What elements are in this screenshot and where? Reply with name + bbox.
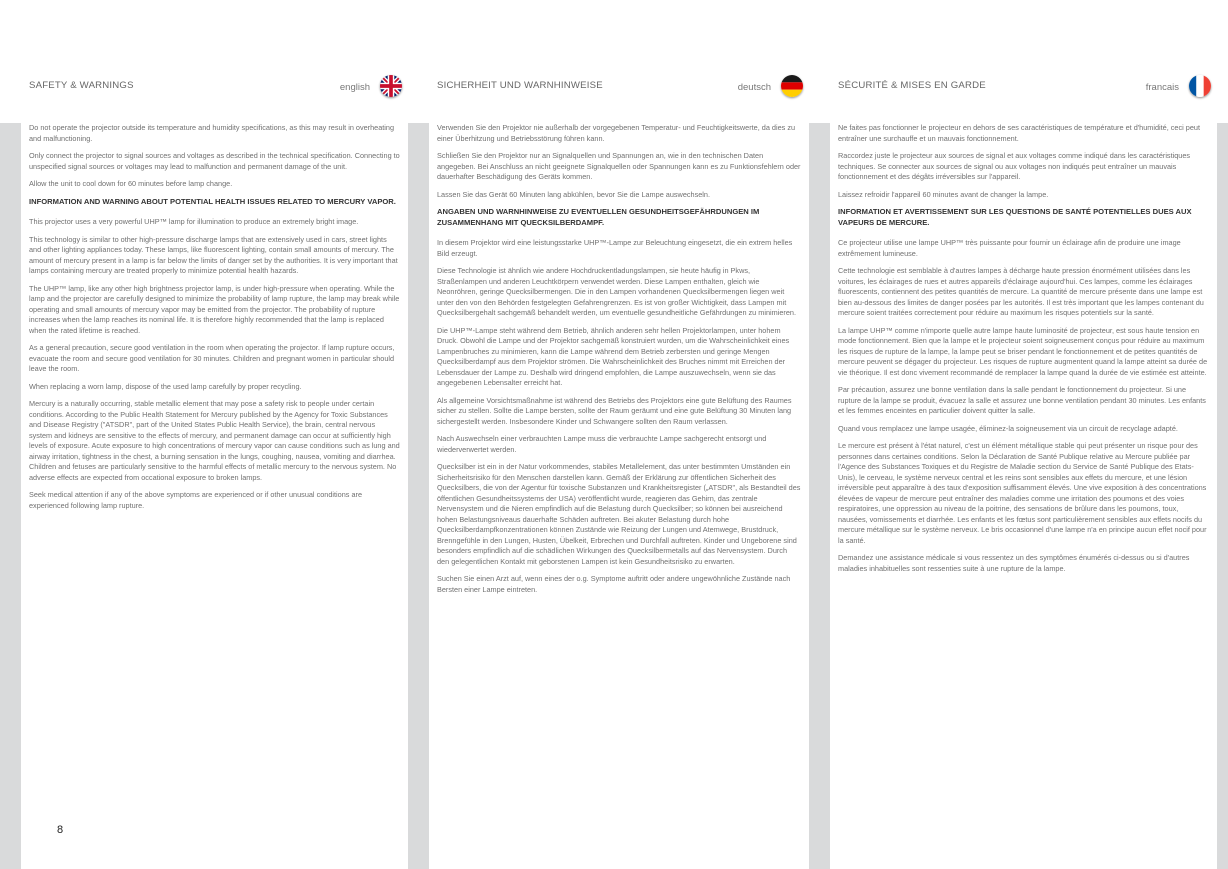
paragraph: When replacing a worn lamp, dispose of the used lamp carefully by proper recycling. [29, 381, 302, 391]
paragraph: Le mercure est présent à l'état naturel, c'est un élément métallique stable qui peut présenter un risque pour des personnes dans certaines conditions. Selon la Déclaration de Santé Publique relative au Mercure publiée par l'Agence des Substances Toxiques et du Registre de Maladie section du Service de Santé Publique des Etats-Unis), le cerveau, le système nerveux central et les reins sont sensibles aux effets du mercure, et une lésion irréversible peut apparaître à des taux d'exposition suffisamment élevés. Une vive exposition à des concentrations élevées de vapeur de mercure peut entraîner des maladies comme une irritation des poumons et des voies respiratoires, une oppression au niveau de la poitrine, des sensations de brûlure dans les poumons, toux, nausées, vomissements et diarrhée. Les enfants et les fœtus sont particulièrement sensibles aux effets nocifs du mercure métallique sur le système nerveux. Le bris occasionnel d'une lampe n'a en principe aucun effet nocif pour la santé. [838, 441, 1207, 545]
germany-flag-icon [781, 75, 803, 97]
paragraph: Als allgemeine Vorsichtsmaßnahme ist während des Betriebs des Projektors eine gute Belüftung des Raumes sicher zu stellen. Sollte die Lampe bersten, sollte der Raum geräumt und eine gute Belüftung 30 Minuten lang sichergestellt werden. Insbesondere Kinder und Schwangere sollten den Raum verlassen. [437, 395, 792, 426]
column-francais [830, 0, 1217, 869]
column-header [429, 70, 809, 104]
paragraph: Quand vous remplacez une lampe usagée, éliminez-la soigneusement via un circuit de recyclage adapté. [838, 423, 1178, 433]
paragraph: Ne faites pas fonctionner le projecteur en dehors de ses caractéristiques de température et d'humidité, ceci peut entraîner une surchauffe et un mauvais fonctionnement. [838, 123, 1200, 143]
paragraph: Suchen Sie einen Arzt auf, wenn eines der o.g. Symptome auftritt oder andere ungewöhnliche Zustände nach Bersten einer Lampe eintreten. [437, 574, 791, 594]
section-heading: INFORMATION ET AVERTISSEMENT SUR LES QUESTIONS DE SANTÉ POTENTIELLES DUES AUX VAPEURS DE MERCURE. [838, 207, 1192, 227]
paragraph: Ce projecteur utilise une lampe UHP™ très puissante pour fournir un éclairage afin de produire une image extrêmement lumineuse. [838, 238, 1181, 258]
section-title: SICHERHEIT UND WARNHINWEISE [437, 80, 603, 91]
paragraph: Die UHP™-Lampe steht während dem Betrieb, ähnlich anderen sehr hellen Projektorlampen, unter hohem Druck. Obwohl die Lampe und der Projektor sachgemäß konstruiert wurden, um die Wahrscheinlichkeit eines Lampenbruches zu minimieren, kann die Lampe während dem Betrieb zerbersten und geringe Mengen Quecksilberdampf aus dem Projektor strömen. Die Wahrscheinlichkeit des Bruches nimmt mit Erreichen der Lebensdauer der Lampe zu. Deshalb wird dringend empfohlen, die Lampe auszuwechseln, wenn sie das angegebenen Lebensalter erreicht hat. [437, 325, 790, 387]
paragraph: In diesem Projektor wird eine leistungsstarke UHP™-Lampe zur Beleuchtung eingesetzt, die ein extrem helles Bild erzeugt. [437, 238, 793, 258]
column-deutsch [429, 0, 809, 869]
paragraph: Laissez refroidir l'appareil 60 minutes avant de changer la lampe. [838, 189, 1049, 199]
section-heading: INFORMATION AND WARNING ABOUT POTENTIAL HEALTH ISSUES RELATED TO MERCURY VAPOR. [29, 196, 396, 206]
grey-margin-right [1217, 123, 1228, 869]
section-heading: ANGABEN UND WARNHINWEISE ZU EVENTUELLEN GESUNDHEITSGEFÄHRDUNGEN IM ZUSAMMENHANG MIT QUECKSILBERDAMPF. [437, 207, 760, 227]
paragraph: Cette technologie est semblable à d'autres lampes à décharge haute pression énormément utilisées dans les voitures, les éclairages de rues et autres appareils d'éclairage aujourd'hui. Ces lampes, comme les éclairages fluorescents, contiennent des petites quantités de mercure. La quantité de mercure présente dans une lampe est bien au-dessous des limites de danger posées par les autorités. Il est très important que les lampes contenant du mercure soient traitées correctement pour réduire au maximum les risques potentiels sur la santé. [838, 266, 1204, 317]
paragraph: The UHP™ lamp, like any other high brightness projector lamp, is under high-pressure when operating. While the lamp and the projector are carefully designed to minimize the probability of lamp rupture, the lamp may break while operating and small amounts of mercury vapor may be emitted from the projector. The probability of rupture increases when the lamp reaches its nominal life. It is therefore highly recommended that the lamp is replaced when the rated lifetime is reached. [29, 283, 400, 335]
paragraph: Allow the unit to cool down for 60 minutes before lamp change. [29, 179, 233, 188]
section-title: SÉCURITÉ & MISES EN GARDE [838, 80, 986, 91]
column-body [21, 123, 408, 869]
paragraph: Demandez une assistance médicale si vous ressentez un des symptômes énumérés ci-dessus ou si d'autres maladies inhabituelles sont ressenties suite à une rupture de la lampe. [838, 553, 1190, 573]
column-header [21, 70, 408, 104]
paragraph: La lampe UHP™ comme n'importe quelle autre lampe haute luminosité de projecteur, est sous haute tension en mode fonctionnement. Bien que la lampe et le projecteur soient soigneusement conçus pour réduire au maximum les risques de rupture de la lampe, la lampe peut se briser pendant le fonctionnement et de petites quantités de mercure peuvent se dégager du projecteur. Les risques de rupture augmentent quand la lampe atteint sa durée de vie théorique. Il est donc vivement recommandé de remplacer la lampe quand la durée de vie estimée est atteinte. [838, 325, 1208, 377]
paragraph: Schließen Sie den Projektor nur an Signalquellen und Spannungen an, wie in den technischen Daten angegeben. Bei Anschluss an nicht geeignete Signalquellen oder Spannungen kann es zu Funktionsfehlern oder dauerhafter Beschädigung des Geräts kommen. [437, 151, 801, 181]
paragraph: Verwenden Sie den Projektor nie außerhalb der vorgegebenen Temperatur- und Feuchtigkeitswerte, da dies zu einer Überhitzung und Betriebsstörung führen kann. [437, 123, 796, 143]
column-body [429, 123, 809, 869]
paragraph: Mercury is a naturally occurring, stable metallic element that may pose a safety risk to people under certain conditions. According to the Public Health Statement for Mercury published by the Agency for Toxic Substances and Disease Registry ("ATSDR", part of the United States Public Health Service), the brain, central nervous system and kidneys are sensitive to the effects of mercury, and permanent damage can occur at sufficiently high levels of exposure. Acute exposure to high concentrations of mercury vapor can cause conditions such as lung and airway irritation, tightness in the chest, a burning sensation in the lungs, coughing, nausea, vomiting and diarrhea. Children and fetuses are particularly sensitive to the harmful effects of metallic mercury to the nervous system. No adverse effects are expected from occational exposure to broken lamps. [29, 399, 400, 482]
paragraph: Diese Technologie ist ähnlich wie andere Hochdruckentladungslampen, sie heute häufig in Pkws, Straßenlampen und anderen Leuchtkörpern verwendet werden. Diese Lampen enthalten, gleich wie Neonröhren, geringe Quecksilbermengen. Die in den Lampen vorhandenen Quecksilbermengen liegen weit unter den von den Behörden festgelegten Gefahrengrenzen. Es ist von großer Wichtigkeit, dass Lampen mit Quecksilbergehalt sachgemäß behandelt werden, um eventuelle gesundheitliche Gefährdungen zu minimieren. [437, 266, 796, 317]
paragraph: This projector uses a very powerful UHP™ lamp for illumination to produce an extremely bright image. [29, 217, 359, 226]
paragraph: Lassen Sie das Gerät 60 Minuten lang abkühlen, bevor Sie die Lampe auswechseln. [437, 189, 710, 199]
paragraph: Nach Auswechseln einer verbrauchten Lampe muss die verbrauchte Lampe sachgerecht entsorgt und wiederverwertet werden. [437, 434, 767, 454]
paragraph: Raccordez juste le projecteur aux sources de signal et aux voltages comme indiqué dans les caractéristiques techniques. Se connecter aux sources de signal ou aux voltages non indiqués peut entraîner un mauvais fonctionnement et des dégâts irréversibles sur l'appareil. [838, 151, 1191, 181]
france-flag-icon [1189, 75, 1211, 97]
column-header [830, 70, 1217, 104]
page-number: 8 [57, 824, 64, 836]
column-body [830, 123, 1217, 869]
grey-gutter-2 [809, 123, 830, 869]
paragraph: Do not operate the projector outside its temperature and humidity specifications, as this may result in overheating and malfunctioning. [29, 123, 395, 143]
grey-margin-left [0, 123, 21, 869]
paragraph: This technology is similar to other high-pressure discharge lamps that are extensively used in cars, street lights and other lighting appliances today. These lamps, like fluorescent lighting, contain small amounts of mercury. The amount of mercury present in a lamp is far below the limits of danger set by the authorities. It is very important that lamps containing mercury are treated properly to minimize potential health hazards. [29, 234, 398, 275]
section-title: SAFETY & WARNINGS [29, 80, 134, 91]
paragraph: Only connect the projector to signal sources and voltages as described in the technical specification. Connecting to unspecified signal sources or voltages may lead to malfunction and permanent damage of the unit. [29, 151, 400, 171]
uk-flag-icon [380, 75, 402, 97]
language-label: english [339, 82, 370, 93]
paragraph: Par précaution, assurez une bonne ventilation dans la salle pendant le fonctionnement du projecteur. Si une rupture de la lampe se produit, évacuez la salle et assurez une bonne ventilation pendant 30 minutes. Les enfants et les femmes enceintes en particulier doivent quitter la salle. [838, 385, 1206, 415]
paragraph: Seek medical attention if any of the above symptoms are experienced or if other unusual conditions are experienced following lamp rupture. [29, 490, 363, 510]
grey-gutter-1 [408, 123, 429, 869]
language-label: francais [1145, 82, 1179, 93]
paragraph: Quecksilber ist ein in der Natur vorkommendes, stabiles Metallelement, das unter bestimmten Umständen ein Sicherheitsrisiko für den Menschen darstellen kann. Gemäß der Erklärung zur öffentlichen Sicherheit des Quecksilbers, die von der Agentur für toxische Substanzen und Krankheitsregister („ATSDR", als Bestandteil des öffentlichen Gesundheitssystems der USA) veröffentlicht wurde, reagieren das Gehirn, das zentrale Nervensystem und die Nieren empfindlich auf die Belastung durch Quecksilber; so können bei ausreichend hohen Belastungsniveaus dauerhafte Schäden auftreten. Bei akuter Belastung durch hohe Quecksilberdampfkonzentrationen können Zustände wie Reizung der Lungen und Atemwege, Brustdruck, Brenngefühle in den Lungen, Husten, Übelkeit, Erbrechen und Durchfall auftreten. Kinder und Ungeborene sind besonders empfindlich auf die schädlichen Wirkungen des Quecksilbermetalls auf das Nervensystem. Durch den gelegentlichen Kontakt mit geborstenen Lampen ist kein Gesundheitsrisiko zu erwarten. [437, 462, 801, 566]
column-english [21, 0, 408, 869]
language-label: deutsch [737, 82, 771, 93]
paragraph: As a general precaution, secure good ventilation in the room when operating the projector. If lamp rupture occurs, evacuate the room and secure good ventilation for 30 minutes. Children and pregnant women in particular should leave the room. [29, 343, 395, 373]
